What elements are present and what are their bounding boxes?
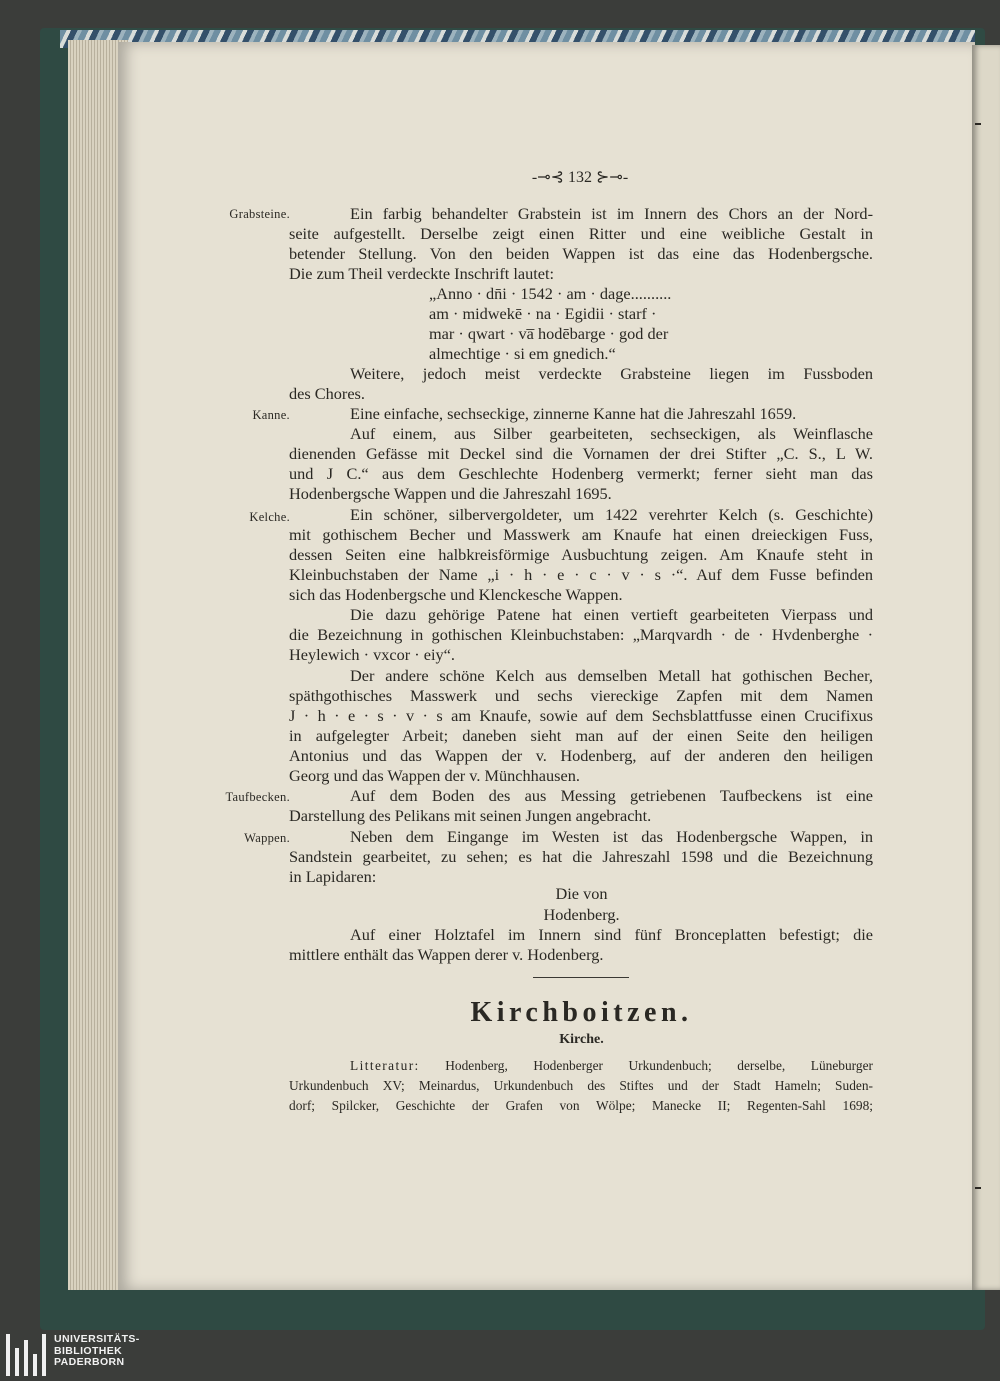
text-line: betender Stellung. Von den beiden Wappen ist das eine das Hodenbergsche. <box>289 244 873 263</box>
text-line: Darstellung des Pelikans mit seinen Jungen angebracht. <box>289 806 652 825</box>
text-line: Heylewich · vxcor · eiy“. <box>289 645 455 664</box>
text-line: Die dazu gehörige Patene hat einen vertieft gearbeiteten Vierpass und <box>350 605 873 624</box>
text-line: Sandstein gearbeitet, zu sehen; es hat die Jahreszahl 1598 und die Bezeichnung <box>289 847 873 866</box>
text-line: Auf einer Holztafel im Innern sind fünf Bronceplatten befestigt; die <box>350 925 873 944</box>
logo-line: BIBLIOTHEK <box>54 1344 123 1357</box>
text-line: Der andere schöne Kelch aus demselben Metall hat gothischen Becher, <box>350 666 873 685</box>
text-line: und J C.“ aus dem Geschlechte Hodenberg vermerkt; ferner sieht man das <box>289 464 873 483</box>
text-line: Georg und das Wappen der v. Münchhausen. <box>289 766 580 785</box>
lapidary-line: Hodenberg. <box>543 905 620 924</box>
inscription-line: „Anno · dn̄i · 1542 · am · dage.......... <box>429 284 672 303</box>
text-line: in Lapidaren: <box>289 867 377 886</box>
text-line: späthgothisches Masswerk und sechs viereckige Zapfen mit dem Namen <box>289 686 873 705</box>
text-line: dienenden Gefässe mit Deckel sind die Vornamen der drei Stifter „C. S., L W. <box>289 444 873 463</box>
text-line: Ein schöner, silbervergoldeter, um 1422 verehrter Kelch (s. Geschichte) <box>350 505 873 524</box>
text-line: Antonius und das Wappen der v. Hodenberg, auf der anderen den heiligen <box>289 746 873 765</box>
section-divider <box>533 977 629 978</box>
section-heading: Kirchboitzen. <box>470 997 693 1028</box>
margin-note-taufbecken: Taufbecken. <box>225 790 290 804</box>
logo-bars-icon <box>6 1334 50 1376</box>
logo-line: PADERBORN <box>54 1356 125 1368</box>
text-line: J · h · e · s · v · s am Knaufe, sowie auf dem Sechsblattfusse einen Crucifixus <box>289 706 873 725</box>
text-line: Auf einem, aus Silber gearbeiteten, sechseckigen, als Weinflasche <box>350 424 873 443</box>
text-line: Eine einfache, sechseckige, zinnerne Kanne hat die Jahreszahl 1659. <box>350 404 797 423</box>
text-line: dessen Seiten eine halbkreisförmige Ausbuchtung zeigen. Am Knaufe steht in <box>289 545 873 564</box>
library-logo <box>0 1330 1000 1381</box>
text-line: Ein farbig behandelter Grabstein ist im Innern des Chors an der Nord- <box>350 204 873 223</box>
text-line: in aufgelegter Arbeit; daneben sieht man auf der einen Seite den heiligen <box>289 726 873 745</box>
margin-note-grabsteine: Grabsteine. <box>229 207 290 221</box>
text-line: mittlere enthält das Wappen derer v. Hodenberg. <box>289 945 604 964</box>
text-line: mit gothischem Becher und Masswerk am Knaufe hat einen dreieckigen Fuss, <box>289 525 873 544</box>
literature-line <box>350 1056 873 1076</box>
page-number: -⊸⊰ 132 ⊱⊸- <box>531 169 629 186</box>
text-line: die Bezeichnung in gothischen Kleinbuchstaben: „Marqvardh · de · Hvdenberghe · <box>289 625 873 644</box>
text-line: Weitere, jedoch meist verdeckte Grabsteine liegen im Fussboden <box>350 364 873 383</box>
text-line: Hodenbergsche Wappen und die Jahreszahl 1695. <box>289 484 612 503</box>
text-line: seite aufgestellt. Derselbe zeigt einen Ritter und eine weibliche Gestalt in <box>289 224 873 243</box>
lapidary-line: Die von <box>555 884 608 903</box>
margin-note-kanne: Kanne. <box>252 408 290 422</box>
text-line: Neben dem Eingange im Westen ist das Hodenbergsche Wappen, in <box>350 827 873 846</box>
margin-note-kelche: Kelche. <box>249 510 290 524</box>
literature-text: Hodenberg, Hodenberger Urkundenbuch; derselbe, Lüneburger <box>445 1058 873 1073</box>
text-line: sich das Hodenbergsche und Klenckesche Wappen. <box>289 585 623 604</box>
inscription-line: almechtige · si em gnedich.“ <box>429 344 616 363</box>
text-line: Kleinbuchstaben der Name „i · h · e · c · v · s ·“. Auf dem Fusse befinden <box>289 565 873 584</box>
logo-text <box>54 1334 140 1369</box>
section-subheading: Kirche. <box>559 1032 604 1047</box>
text-line: Die zum Theil verdeckte Inschrift lautet: <box>289 264 555 283</box>
inscription-line: am · midwekē · na · Egidii · starf · <box>429 304 657 323</box>
literature-line: dorf; Spilcker, Geschichte der Grafen von Wölpe; Manecke II; Regenten-Sahl 1698; <box>289 1098 873 1113</box>
inscription-line: mar · qwart · va̅ hodēbarge · god der <box>429 324 669 343</box>
logo-line: UNIVERSITÄTS- <box>54 1333 140 1345</box>
text-line: Auf dem Boden des aus Messing getriebenen Taufbeckens ist eine <box>350 786 873 805</box>
text-line: des Chores. <box>289 384 365 403</box>
literature-line: Urkundenbuch XV; Meinardus, Urkundenbuch des Stiftes und der Stadt Hameln; Suden- <box>289 1078 873 1093</box>
margin-note-wappen: Wappen. <box>244 831 290 845</box>
literature-label: Litteratur: <box>350 1058 420 1073</box>
